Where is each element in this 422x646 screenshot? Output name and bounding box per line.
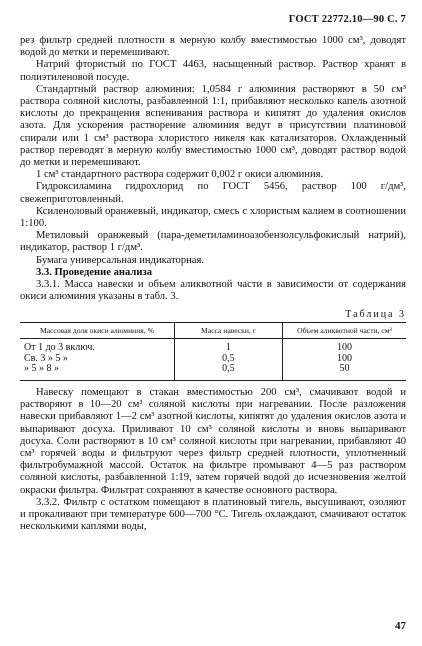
paragraph: Стандартный раствор алюминия: 1,0584 г алюминия растворяют в 50 см³ раствора соляной кислоты, разбавленной 1:1, прибавляют несколько капель азотной кислоты до прекращения вспенивания раствора и кипятят до удаления окислов азота. Для ускорения растворение алюминия ведут в присутствии платиновой спирали или 1 см³ раствора хлористого никеля как катализаторов. Охлажденный раствор переводят в мерную колбу вместимостью 1000 см³, доводят раствор водой до метки и перемешивают.	[20, 83, 406, 169]
table-cell: От 1 до 3 включ.	[24, 342, 95, 354]
table-cell: 1	[174, 339, 282, 354]
section-heading: 3.3. Проведение анализа	[36, 266, 152, 278]
table-caption: Таблица 3	[345, 309, 406, 321]
paragraph: Бумага универсальная индикаторная.	[36, 254, 205, 266]
document-page	[20, 14, 406, 533]
table-cell: » 5 » 8 »	[24, 363, 59, 375]
page-header: ГОСТ 22772.10—90 С. 7	[288, 14, 406, 25]
table-row	[20, 339, 406, 354]
paragraph: Натрий фтористый по ГОСТ 4463, насыщенный раствор. Раствор хранят в полиэтиленовой посуде.	[20, 59, 406, 83]
paragraph: Навеску помещают в стакан вместимостью 200 см³, смачивают водой и растворяют в 10—20 см³ соляной кислоты при нагревании. После разложения навески прибавляют 1—2 см³ азотной кислоты, кипятят до удаления окислов азота и выпаривают досуха. Приливают 10 см³ соляной кислоты и вновь выпаривают досуха. Соли растворяют в 10 см³ соляной кислоты при нагревании, прибавляют 40 см³ горячей воды и фильтруют через фильтр средней плотности, уплотненный фильтробумажной массой. Остаток на фильтре промывают 4—5 раз раствором соляной кислоты, разбавленной 1:19, затем горячей водой до исчезновения желтой окраски фильтра. Фильтрат сохраняют в качестве основного раствора.	[20, 386, 406, 496]
paragraph: Гидроксиламина гидрохлорид по ГОСТ 5456, раствор 100 г/дм³, свежеприготовленный.	[20, 181, 406, 205]
table-cell: 50	[282, 364, 406, 380]
table-header-cell: Объем аликвотной части, см³	[282, 323, 406, 339]
table-header-row	[20, 323, 406, 339]
paragraph: рез фильтр средней плотности в мерную колбу вместимостью 1000 см³, доводят водой до метки и перемешивают.	[20, 35, 406, 59]
data-table	[20, 322, 406, 381]
page-number: 47	[395, 620, 406, 632]
paragraph: Метиловый оранжевый (пара-деметиламиноазобензолсульфокислый натрий), индикатор, раствор 1 г/дм³.	[20, 230, 406, 254]
table-cell: 100	[282, 339, 406, 354]
table-row	[20, 364, 406, 380]
table-cell: 100	[282, 354, 406, 365]
paragraph: 3.3.2. Фильтр с остатком помещают в платиновый тигель, высушивают, озоляют и прокаливают при температуре 600—700 °С. Тигель охлаждают, смачивают остаток несколькими каплями воды,	[20, 496, 406, 533]
table-cell: Св. 3 » 5 »	[24, 352, 68, 364]
table-header-cell: Массовая доля окиси алюминия, %	[20, 323, 174, 339]
table-cell: 0,5	[174, 364, 282, 380]
paragraph: Ксиленоловый оранжевый, индикатор, смесь с хлористым калием в соотношении 1:100.	[20, 205, 406, 230]
paragraph: 1 см³ стандартного раствора содержит 0,002 г окиси алюминия.	[36, 169, 324, 181]
table-header-cell: Масса навески, г	[174, 323, 282, 339]
paragraph: 3.3.1. Масса навески и объем аликвотной части в зависимости от содержания окиси алюминия указаны в табл. 3.	[20, 279, 406, 303]
table-cell: 0,5	[174, 354, 282, 365]
